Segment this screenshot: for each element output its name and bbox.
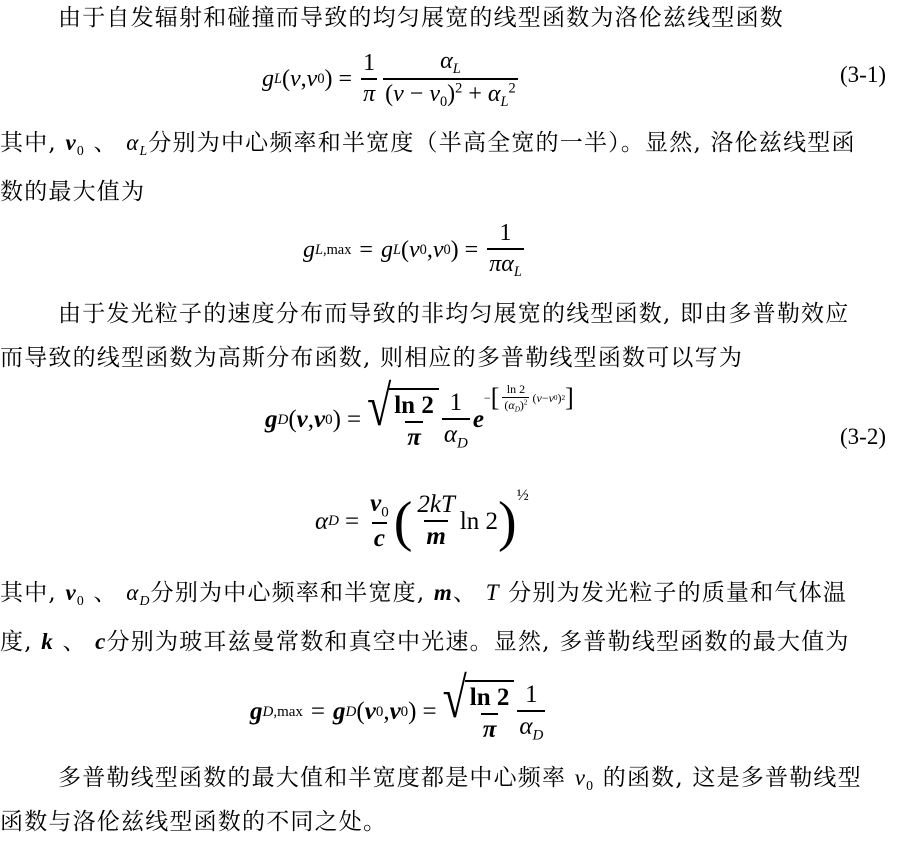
paragraph-conclusion-1: [58, 763, 862, 801]
symbol-alpha: α: [126, 130, 140, 155]
radical-icon: √: [442, 666, 467, 731]
paren: (: [400, 236, 409, 263]
paren: (: [504, 397, 509, 412]
text: 而导致的线型函数为高斯分布函数, 则相应的多普勒线型函数可以写为: [0, 345, 744, 371]
exponent: [484, 383, 574, 414]
right-paren: ): [498, 490, 517, 553]
comma: ,: [426, 236, 433, 263]
text: 分别为中心频率和半宽度（半高全宽的一半）。显然, 洛伦兹线型函: [148, 130, 856, 156]
text: 分别为中心频率和半宽度,: [150, 580, 426, 606]
text: 、: [452, 580, 478, 606]
paragraph-doppler-intro-2: [0, 343, 743, 373]
denominator: [383, 78, 518, 111]
symbol-nu: ν: [393, 80, 404, 107]
radicand: [465, 680, 515, 745]
subscript-L-max: [315, 242, 351, 259]
subscript-D: D: [514, 405, 520, 414]
symbol-g: g: [250, 698, 263, 726]
subscript-D-max: [263, 704, 303, 721]
equals: =: [344, 507, 360, 535]
equation-number-3-2: (3-2): [840, 424, 886, 449]
minus: −: [541, 390, 549, 405]
superscript-2: 2: [561, 394, 566, 403]
numerator: [438, 48, 463, 78]
text: 数的最大值为: [0, 179, 146, 205]
symbol-m: m: [433, 580, 453, 605]
symbol-nu: ν: [574, 765, 587, 790]
paragraph-conclusion-2: [0, 807, 387, 837]
fraction-one-over-pi-alpha: [487, 220, 524, 281]
text: 由于发光粒子的速度分布而导致的非均匀展宽的线型函数, 即由多普勒效应: [58, 301, 850, 327]
symbol-alpha: α: [315, 507, 329, 535]
symbol-alpha: α: [519, 712, 533, 740]
minus: −: [483, 390, 491, 405]
subscript-L: L: [452, 61, 461, 78]
fraction-one-over-alpha-D: [517, 681, 545, 744]
text: 、: [62, 629, 87, 655]
subscript-D: D: [277, 411, 289, 428]
subscript-0: 0: [553, 394, 558, 403]
symbol-pi: π: [489, 250, 502, 277]
symbol-nu: ν: [408, 236, 420, 263]
paragraph-lorentz-intro: [58, 3, 784, 33]
subscript-D: D: [532, 726, 544, 743]
exponent-half: ½: [516, 486, 529, 504]
fraction-alpha-over-denominator: [383, 48, 518, 111]
paragraph-doppler-params-2: [0, 627, 850, 657]
comma: ,: [383, 698, 390, 726]
left-paren: (: [393, 490, 413, 553]
symbol-alpha: α: [508, 397, 515, 412]
denominator: [502, 397, 529, 414]
equation-lorentz-max: [303, 220, 527, 281]
denominator: m: [424, 520, 447, 552]
fraction-2kT-over-m: [415, 491, 457, 552]
subscript-D: D: [328, 513, 339, 530]
text: 、: [93, 580, 118, 606]
fraction-one-over-pi: [361, 50, 377, 108]
symbol-k: k: [41, 629, 54, 654]
symbol-nu: ν: [65, 130, 77, 155]
subscript-0: 0: [317, 70, 325, 87]
symbol-nu: ν: [314, 406, 326, 434]
paren: ): [557, 390, 562, 405]
subscript-0: 0: [586, 777, 595, 793]
left-bracket: [: [490, 383, 500, 413]
D: D: [262, 703, 274, 720]
paren: ): [447, 80, 456, 107]
text: 的函数, 这是多普勒线型: [602, 765, 862, 791]
text: 分别为发光粒子的质量和气体温: [508, 580, 848, 606]
text: 分别为玻耳兹曼常数和真空中光速。显然, 多普勒线型函数的最大值为: [106, 629, 850, 655]
symbol-nu: ν: [432, 236, 444, 263]
equals: =: [346, 406, 362, 434]
symbol-nu: ν: [296, 406, 308, 434]
equals: =: [338, 65, 353, 92]
subscript-0: 0: [76, 592, 85, 608]
subscript-L: L: [274, 70, 283, 87]
numerator: ln 2: [506, 381, 526, 396]
fraction-nu0-over-c: [368, 490, 391, 554]
symbol-alpha: α: [501, 250, 514, 277]
numerator: 1: [525, 680, 538, 708]
denominator: [442, 418, 470, 452]
max: ,max: [323, 241, 352, 258]
text: 函数与洛伦兹线型函数的不同之处。: [0, 809, 388, 835]
subscript-L: L: [500, 93, 509, 110]
paren: (: [385, 80, 394, 107]
L: L: [315, 241, 324, 258]
equals: =: [422, 698, 437, 726]
fraction-one-over-alpha-D: [442, 389, 470, 452]
equation-doppler-halfwidth: [315, 486, 529, 554]
fraction-ln2-over-pi: [468, 684, 512, 745]
numerator: 1: [449, 388, 463, 416]
symbol-nu: ν: [548, 390, 554, 405]
square-root: [442, 666, 515, 745]
paren: (: [532, 390, 537, 405]
denominator: [517, 710, 545, 744]
paragraph-doppler-intro-1: [58, 299, 849, 329]
symbol-nu: ν: [290, 65, 301, 92]
symbol-alpha: α: [487, 80, 501, 107]
max: ,max: [273, 703, 303, 720]
text: 多普勒线型函数的最大值和半宽度都是中心频率: [58, 765, 567, 791]
subscript-0: 0: [76, 142, 85, 158]
text: 其中,: [0, 580, 57, 606]
paragraph-lorentz-max: [0, 177, 145, 207]
text: 其中,: [0, 130, 57, 156]
plus: +: [468, 80, 482, 107]
paren: (: [356, 698, 365, 726]
denominator: [487, 248, 524, 281]
comma: ,: [300, 65, 307, 92]
paren: ): [450, 236, 459, 263]
equals: =: [359, 236, 373, 263]
symbol-nu: ν: [429, 80, 440, 107]
subscript-0: 0: [325, 411, 333, 428]
symbol-alpha: α: [440, 48, 453, 74]
symbol-g: g: [262, 65, 274, 92]
subscript-D: D: [345, 703, 357, 720]
equals: =: [310, 698, 326, 726]
paren: ): [332, 406, 341, 434]
subscript-0: 0: [381, 504, 389, 521]
ln2: ln 2: [459, 507, 499, 535]
symbol-nu: ν: [370, 490, 382, 517]
superscript-2: 2: [508, 79, 516, 96]
subscript-D: D: [139, 592, 151, 608]
fraction-ln2-over-alphaD-squared: [502, 383, 529, 414]
numerator: 1: [499, 220, 512, 246]
subscript-0: 0: [419, 241, 427, 258]
equals: =: [464, 236, 479, 263]
numerator: ln 2: [469, 684, 510, 711]
equation-doppler-lineshape: [265, 374, 574, 453]
subscript-0: 0: [400, 703, 409, 720]
paren: ): [408, 698, 417, 726]
symbol-g: g: [333, 698, 346, 726]
comma: ,: [307, 406, 315, 434]
paragraph-doppler-params-1: [0, 578, 847, 616]
symbol-nu: ν: [364, 698, 376, 726]
denominator: π: [481, 713, 499, 745]
paren: ): [519, 397, 524, 412]
fraction-ln2-over-pi: [392, 392, 436, 453]
right-bracket: ]: [565, 383, 574, 413]
paren: (: [288, 406, 297, 434]
paren: ): [324, 65, 333, 92]
symbol-g: g: [303, 236, 315, 263]
symbol-nu: ν: [536, 390, 542, 405]
equation-number-3-1: (3-1): [840, 62, 886, 87]
subscript-L: L: [513, 263, 522, 280]
symbol-e: e: [472, 406, 484, 434]
subscript-0: 0: [443, 241, 451, 258]
square-root: [367, 374, 439, 453]
denominator: c: [372, 522, 387, 554]
subscript-0: 0: [439, 93, 448, 110]
radical-icon: √: [367, 374, 392, 439]
subscript-L: L: [392, 241, 401, 258]
symbol-c: c: [95, 629, 107, 654]
symbol-alpha: α: [126, 580, 140, 605]
paren: (: [282, 65, 291, 92]
superscript-2: 2: [455, 79, 463, 96]
numerator: [368, 490, 391, 522]
numerator: ln 2: [394, 392, 434, 419]
symbol-g: g: [265, 406, 278, 434]
symbol-alpha: α: [443, 420, 457, 448]
symbol-T: T: [485, 580, 500, 605]
superscript-2: 2: [523, 398, 528, 407]
radicand: [389, 388, 439, 453]
denominator: π: [405, 421, 423, 453]
symbol-nu: ν: [65, 580, 77, 605]
text: 、: [93, 130, 118, 156]
subscript-L: L: [139, 142, 149, 158]
text: 由于自发辐射和碰撞而导致的均匀展宽的线型函数为洛伦兹线型函数: [58, 5, 784, 31]
denominator: π: [361, 78, 377, 109]
minus: −: [409, 80, 424, 107]
text: 度,: [0, 629, 33, 655]
symbol-nu: ν: [306, 65, 318, 92]
equation-doppler-max: [250, 666, 548, 745]
subscript-0: 0: [375, 703, 384, 720]
equation-lorentz-lineshape: [262, 48, 521, 111]
symbol-nu: ν: [389, 698, 401, 726]
numerator: 2kT: [417, 491, 455, 519]
symbol-g: g: [380, 236, 393, 263]
numerator: 1: [363, 50, 376, 77]
subscript-D: D: [456, 434, 468, 451]
paragraph-lorentz-params: [0, 128, 856, 166]
